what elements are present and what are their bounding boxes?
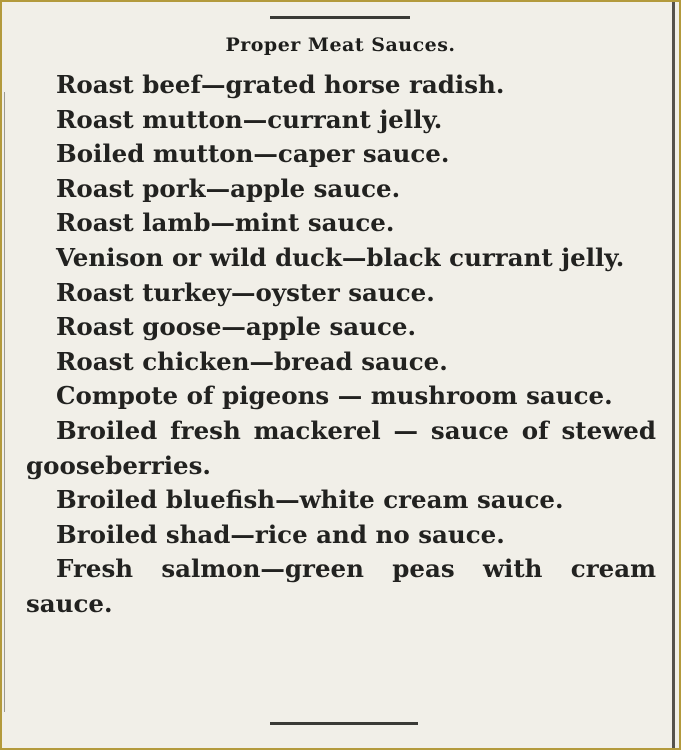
column-rule-right [672,2,675,748]
list-item: Roast goose—apple sauce. [56,312,416,342]
list-item: Roast chicken—bread sauce. [56,346,448,376]
list-item: Fresh salmon—green peas with cream sauce. [26,554,656,618]
list-item: Venison or wild duck—black currant jelly. [56,242,625,272]
top-divider-rule [270,16,410,19]
list-item: Broiled bluefish—white cream sauce. [56,485,564,515]
bottom-divider-rule [270,722,418,725]
list-item: Roast turkey—oyster sauce. [56,277,435,307]
list-item: Roast beef—grated horse radish. [56,70,505,99]
list-item: Boiled mutton—caper sauce. [56,139,450,169]
list-item: Roast pork—apple sauce. [56,173,401,203]
column-rule-left [4,92,5,712]
list-item: Roast lamb—mint sauce. [56,208,395,238]
list-item: Broiled fresh mackerel — sauce of stewed gooseberries. [26,415,656,480]
list-item: Roast mutton—currant jelly. [56,104,443,134]
sauce-list [26,68,656,622]
list-item: Compote of pigeons — mushroom sauce. [56,381,613,411]
list-item: Broiled shad—rice and no sauce. [56,519,505,549]
article-heading: Proper Meat Sauces. [225,34,456,56]
